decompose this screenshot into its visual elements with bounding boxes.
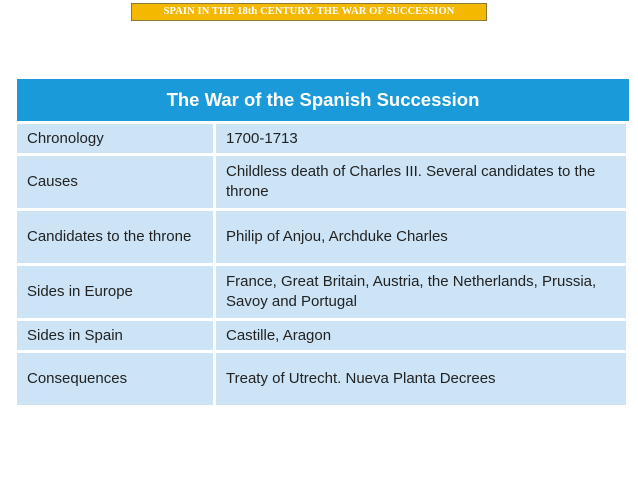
slide-banner-title: SPAIN IN THE 18th CENTURY. THE WAR OF SUCCESSION <box>131 3 487 21</box>
table-row <box>17 211 629 266</box>
row-value-chronology: 1700-1713 <box>216 124 626 153</box>
row-label-chronology: Chronology <box>17 124 216 153</box>
row-label-sides-spain: Sides in Spain <box>17 321 216 350</box>
row-value-sides-europe: France, Great Britain, Austria, the Netherlands, Prussia, Savoy and Portugal <box>216 266 626 318</box>
table-row <box>17 321 629 353</box>
succession-table <box>17 79 629 405</box>
row-value-causes: Childless death of Charles III. Several candidates to the throne <box>216 156 626 208</box>
table-row <box>17 124 629 156</box>
row-value-candidates: Philip of Anjou, Archduke Charles <box>216 211 626 263</box>
table-title: The War of the Spanish Succession <box>17 79 629 124</box>
row-value-consequences: Treaty of Utrecht. Nueva Planta Decrees <box>216 353 626 405</box>
row-label-sides-europe: Sides in Europe <box>17 266 216 318</box>
table-row <box>17 353 629 405</box>
table-row <box>17 266 629 321</box>
row-label-consequences: Consequences <box>17 353 216 405</box>
row-value-sides-spain: Castille, Aragon <box>216 321 626 350</box>
row-label-candidates: Candidates to the throne <box>17 211 216 263</box>
row-label-causes: Causes <box>17 156 216 208</box>
table-row <box>17 156 629 211</box>
